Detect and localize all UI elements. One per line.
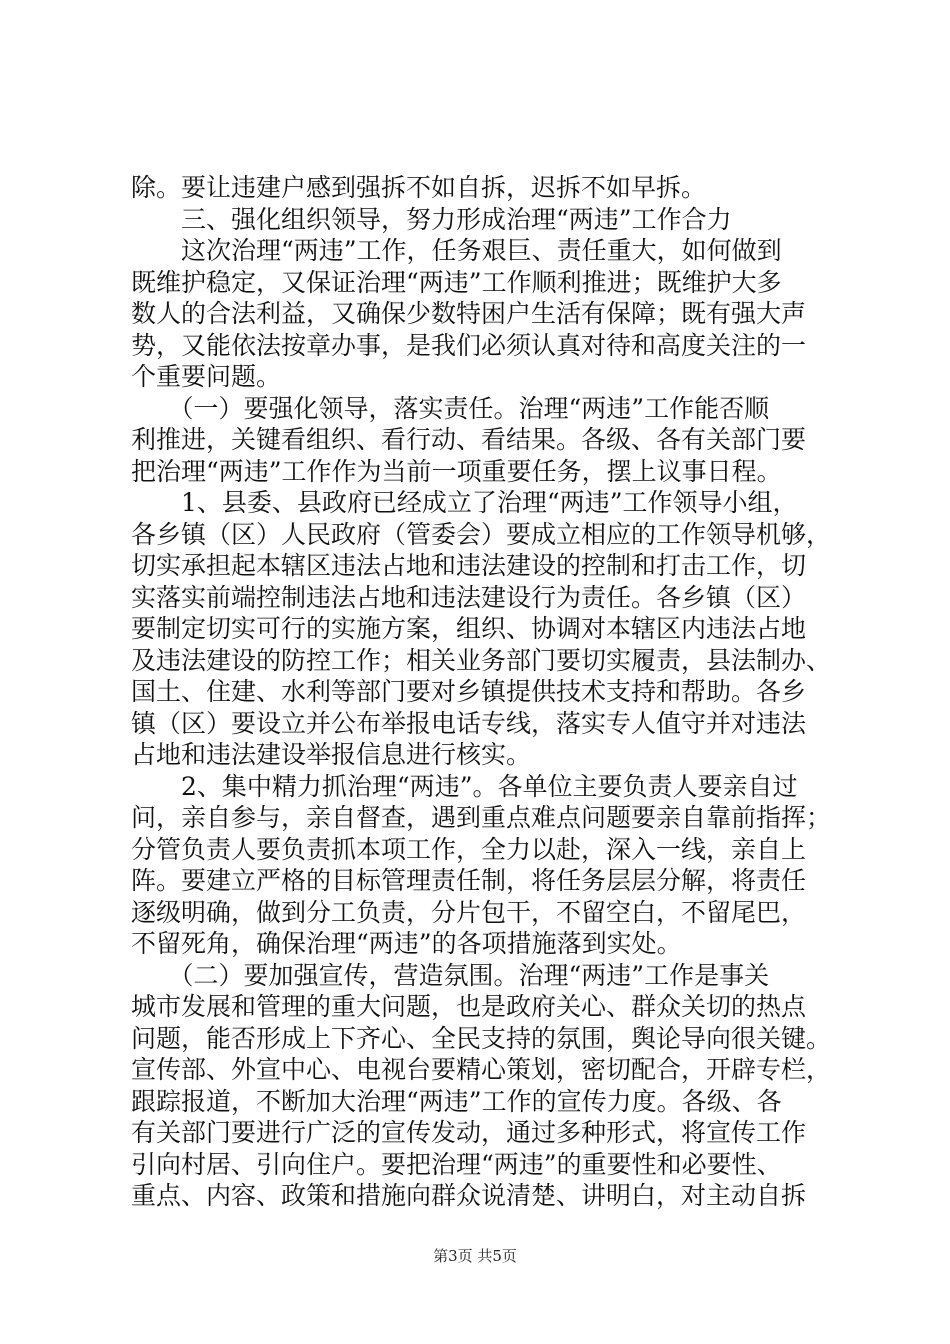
text-line: 跟踪报道，不断加大治理“两违”工作的宣传力度。各级、各 — [131, 1086, 782, 1116]
text-line: 不留死角，确保治理“两违”的各项措施落到实处。 — [131, 929, 682, 958]
text-line: 2、集中精力抓治理“两违”。各单位主要负责人要亲自过 — [131, 771, 798, 801]
text-line: 问题，能否形成上下齐心、全民支持的氛围，舆论导向很关键。 — [131, 1023, 832, 1053]
text-line: 既维护稳定，又保证治理“两违”工作顺利推进；既维护大多 — [131, 267, 782, 297]
text-line: 分管负责人要负责抓本项工作，全力以赴，深入一线，亲自上 — [131, 834, 807, 864]
text-line: （二）要加强宣传，营造氛围。治理“两违”工作是事关 — [131, 960, 770, 990]
text-line: 占地和违法建设举报信息进行核实。 — [131, 740, 532, 769]
text-line: 切实承担起本辖区违法占地和违法建设的控制和打击工作，切 — [131, 551, 807, 580]
text-line: 国土、住建、水利等部门要对乡镇提供技术支持和帮助。各乡 — [131, 677, 807, 706]
text-line: 数人的合法利益，又确保少数特困户生活有保障；既有强大声 — [131, 299, 807, 328]
text-line: 有关部门要进行广泛的宣传发动，通过多种形式，将宣传工作 — [131, 1118, 807, 1147]
text-line: 镇（区）要设立并公布举报电话专线，落实专人值守并对违法 — [131, 708, 807, 738]
text-line: 及违法建设的防控工作；相关业务部门要切实履责，县法制办、 — [131, 645, 832, 675]
text-line: 除。要让违建户感到强拆不如自拆，迟拆不如早拆。 — [131, 173, 707, 202]
text-line: 宣传部、外宣中心、电视台要精心策划，密切配合，开辟专栏， — [131, 1055, 832, 1084]
text-line: 把治理“两违”工作作为当前一项重要任务，摆上议事日程。 — [131, 456, 782, 486]
page-number-footer: 第3页 共5页 — [433, 1247, 517, 1265]
text-line: 逐级明确，做到分工负责，分片包干，不留空白，不留尾巴， — [131, 897, 807, 927]
text-line: 各乡镇（区）人民政府（管委会）要成立相应的工作领导机够， — [131, 519, 832, 549]
text-line: 势，又能依法按章办事，是我们必须认真对待和高度关注的一 — [131, 330, 807, 360]
text-line: 问，亲自参与，亲自督查，遇到重点难点问题要亲自靠前指挥； — [131, 803, 832, 832]
text-line: 利推进，关键看组织、看行动、看结果。各级、各有关部门要 — [131, 425, 807, 454]
text-line: 要制定切实可行的实施方案，组织、协调对本辖区内违法占地 — [131, 614, 807, 643]
text-line: 实落实前端控制违法占地和违法建设行为责任。各乡镇（区） — [131, 582, 807, 612]
text-line: 1、县委、县政府已经成立了治理“两违”工作领导小组， — [131, 488, 798, 517]
section-heading: 三、强化组织领导，努力形成治理“两违”工作合力 — [131, 204, 732, 234]
text-line: 城市发展和管理的重大问题，也是政府关心、群众关切的热点 — [131, 992, 807, 1021]
text-line: 引向村居、引向住户。要把治理“两违”的重要性和必要性、 — [131, 1149, 782, 1179]
text-line: 阵。要建立严格的目标管理责任制，将任务层层分解，将责任 — [131, 866, 807, 895]
text-line: 个重要问题。 — [131, 362, 282, 391]
text-line: 这次治理“两违”工作，任务艰巨、责任重大，如何做到 — [131, 236, 782, 265]
text-line: 重点、内容、政策和措施向群众说清楚、讲明白，对主动自拆 — [131, 1181, 807, 1210]
text-line: （一）要强化领导，落实责任。治理“两违”工作能否顺 — [131, 393, 770, 423]
